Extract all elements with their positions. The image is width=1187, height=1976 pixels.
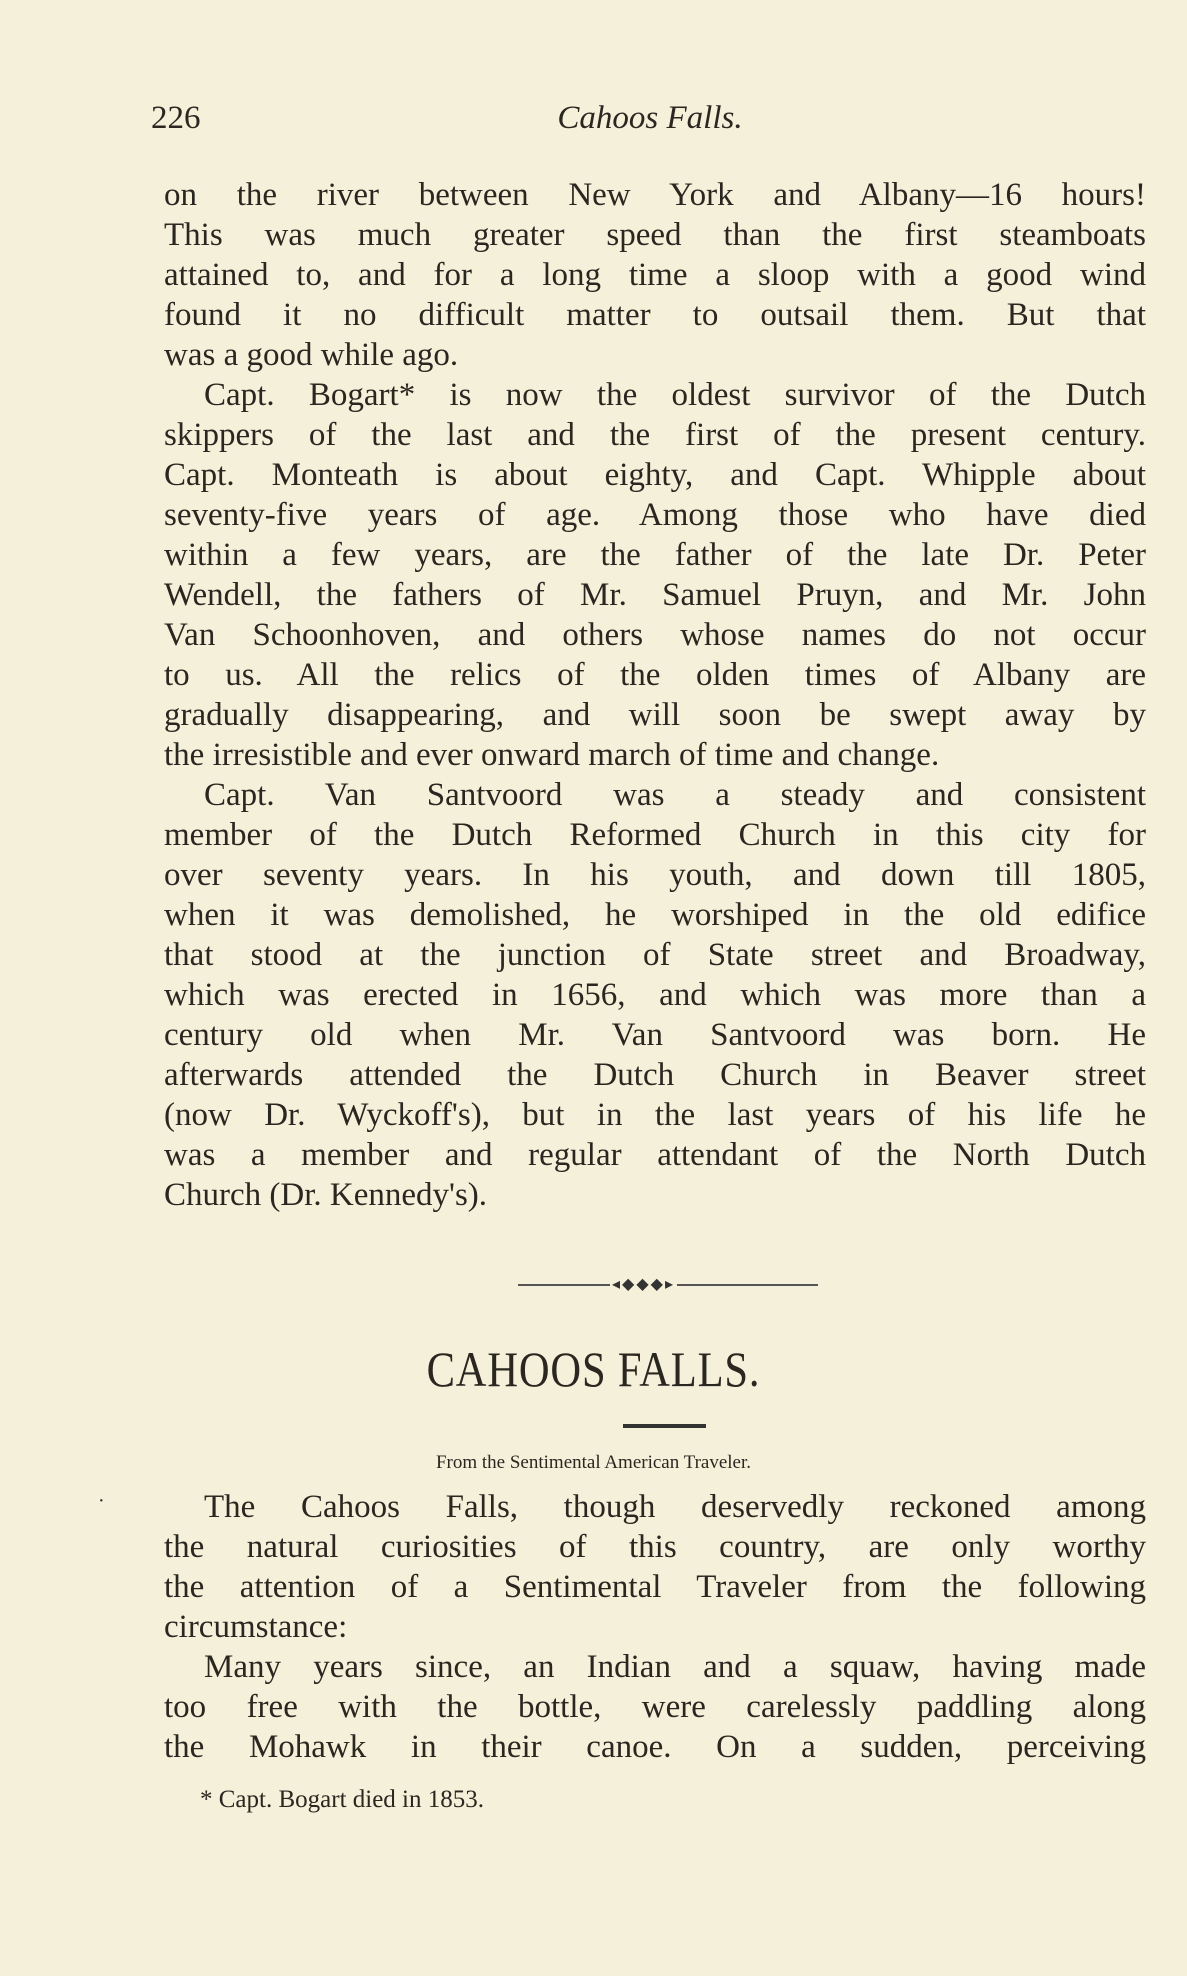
text-line: the attention of a Sentimental Traveler from the following [164, 1569, 1146, 1605]
text-line: the natural curiosities of this country, are only worthy [164, 1529, 1146, 1565]
text-line: within a few years, are the father of the late Dr. Peter [164, 537, 1146, 573]
text-line: member of the Dutch Reformed Church in this city for [164, 817, 1146, 853]
margin-mark: · [98, 1490, 105, 1512]
title-rule [623, 1424, 706, 1428]
text-line: which was erected in 1656, and which was more than a [164, 977, 1146, 1013]
text-line: skippers of the last and the first of the present century. [164, 417, 1146, 453]
text-line: to us. All the relics of the olden times of Albany are [164, 657, 1146, 693]
source-attribution: From the Sentimental American Traveler. [435, 1452, 752, 1473]
text-line: Many years since, an Indian and a squaw, having made [204, 1649, 1146, 1685]
text-line: was a member and regular attendant of the North Dutch [164, 1137, 1146, 1173]
text-line: gradually disappearing, and will soon be swept away by [164, 697, 1146, 733]
page-number: 226 [151, 100, 201, 136]
text-block-continuation [164, 175, 1146, 1215]
text-line: that stood at the junction of State street and Broadway, [164, 937, 1146, 973]
text-line: Church (Dr. Kennedy's). [164, 1177, 488, 1213]
section-title: CAHOOS FALLS. [426, 1341, 761, 1397]
text-line: seventy-five years of age. Among those who have died [164, 497, 1146, 533]
text-line: too free with the bottle, were carelessly paddling along [164, 1689, 1146, 1725]
text-line: Capt. Bogart* is now the oldest survivor of the Dutch [204, 377, 1146, 413]
text-line: when it was demolished, he worshiped in the old edifice [164, 897, 1146, 933]
ornament-icon: ◂◆◆◆▸ [612, 1276, 675, 1293]
text-line: found it no difficult matter to outsail them. But that [164, 297, 1146, 333]
text-line: over seventy years. In his youth, and down till 1805, [164, 857, 1146, 893]
text-line: (now Dr. Wyckoff's), but in the last years of his life he [164, 1097, 1146, 1133]
text-line: on the river between New York and Albany—16 hours! [164, 177, 1146, 213]
text-line: century old when Mr. Van Santvoord was born. He [164, 1017, 1146, 1053]
text-line: the irresistible and ever onward march of time and change. [164, 737, 940, 773]
text-block-cahoos [164, 1487, 1146, 1767]
text-line: attained to, and for a long time a sloop with a good wind [164, 257, 1146, 293]
text-line: Van Schoonhoven, and others whose names do not occur [164, 617, 1146, 653]
text-line: was a good while ago. [164, 337, 459, 373]
text-line: The Cahoos Falls, though deservedly reckoned among [204, 1489, 1146, 1525]
text-line: Capt. Monteath is about eighty, and Capt. Whipple about [164, 457, 1146, 493]
text-line: circumstance: [164, 1609, 348, 1645]
text-line: This was much greater speed than the first steamboats [164, 217, 1146, 253]
text-line: Capt. Van Santvoord was a steady and consistent [204, 777, 1146, 813]
footnote: * Capt. Bogart died in 1853. [200, 1786, 484, 1813]
text-line: the Mohawk in their canoe. On a sudden, perceiving [164, 1729, 1146, 1765]
text-line: Wendell, the fathers of Mr. Samuel Pruyn, and Mr. John [164, 577, 1146, 613]
running-title: Cahoos Falls. [557, 100, 743, 136]
text-line: afterwards attended the Dutch Church in Beaver street [164, 1057, 1146, 1093]
